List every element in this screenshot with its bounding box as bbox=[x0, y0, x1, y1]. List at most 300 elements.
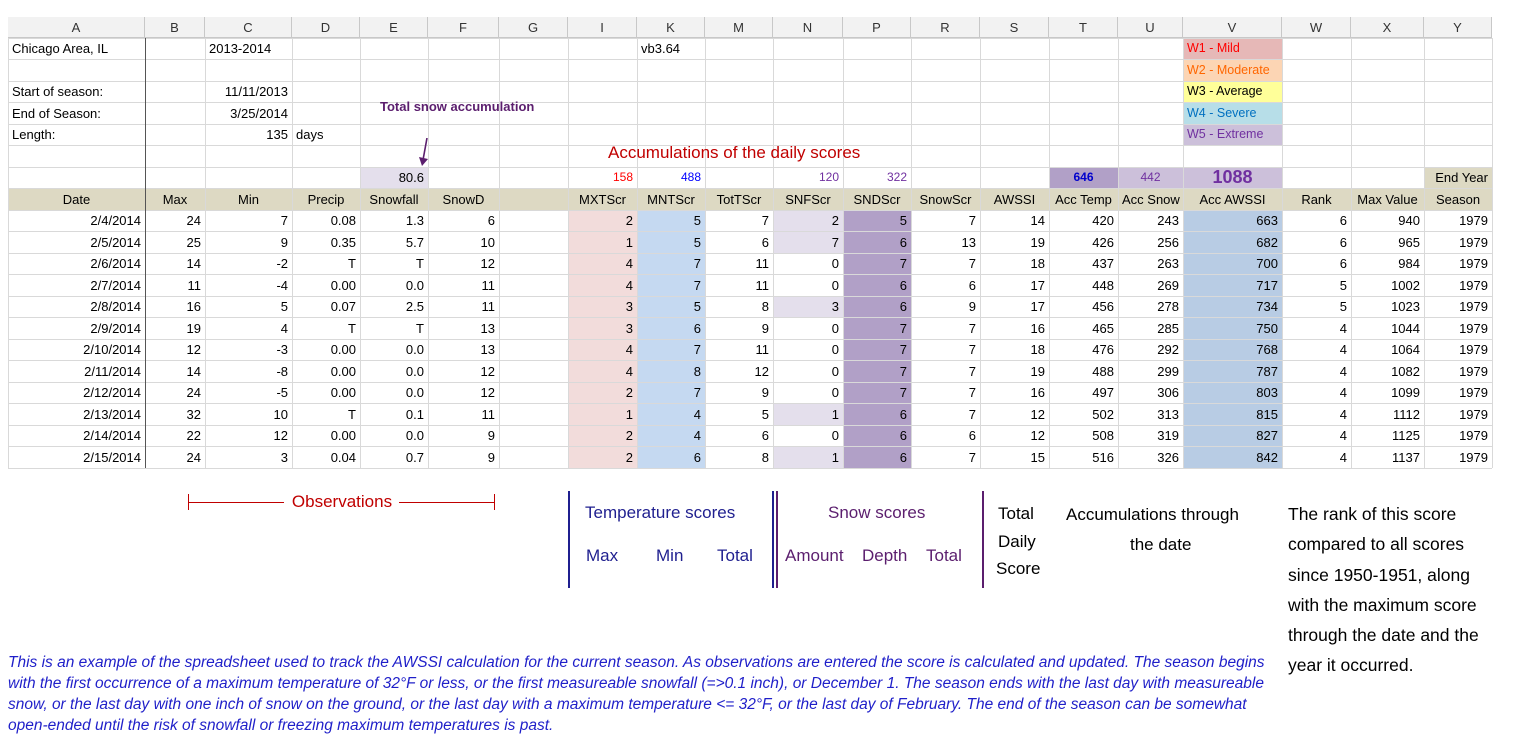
data-cell[interactable]: 22 bbox=[186, 428, 201, 443]
data-cell[interactable]: 3 bbox=[625, 320, 633, 336]
header-max[interactable]: Max bbox=[162, 191, 188, 207]
data-cell[interactable]: 1979 bbox=[1459, 256, 1488, 271]
data-cell[interactable]: 292 bbox=[1157, 342, 1179, 357]
data-cell[interactable]: 508 bbox=[1092, 428, 1114, 443]
data-cell[interactable]: 4 bbox=[625, 342, 633, 357]
data-cell[interactable]: 306 bbox=[1157, 385, 1179, 400]
data-cell[interactable]: 1979 bbox=[1459, 299, 1488, 314]
data-cell[interactable]: 682 bbox=[1256, 234, 1278, 250]
data-cell[interactable]: 4 bbox=[625, 363, 633, 379]
data-cell[interactable]: 8 bbox=[693, 363, 701, 379]
data-cell[interactable]: 1979 bbox=[1459, 213, 1488, 228]
data-cell[interactable]: 5 bbox=[693, 213, 701, 228]
data-cell[interactable]: 9 bbox=[968, 299, 976, 314]
data-cell[interactable]: 1979 bbox=[1459, 320, 1488, 336]
data-cell[interactable]: 0.08 bbox=[330, 213, 356, 228]
data-cell[interactable]: 299 bbox=[1157, 363, 1179, 379]
data-cell[interactable]: 285 bbox=[1157, 320, 1179, 336]
data-cell[interactable]: 9 bbox=[487, 449, 495, 465]
data-cell[interactable]: 2/12/2014 bbox=[83, 385, 141, 400]
snow-scores-title: Snow scores bbox=[828, 503, 926, 522]
data-cell[interactable]: 0.00 bbox=[330, 342, 356, 357]
data-cell[interactable]: 1979 bbox=[1459, 234, 1488, 250]
location-cell[interactable]: Chicago Area, IL bbox=[12, 41, 109, 56]
length-value[interactable]: 135 bbox=[266, 127, 288, 142]
data-cell[interactable]: 12 bbox=[1030, 428, 1045, 443]
data-cell[interactable]: 2 bbox=[831, 213, 839, 228]
acc-temp-total[interactable]: 646 bbox=[1073, 170, 1094, 184]
data-cell[interactable]: 0 bbox=[831, 277, 839, 293]
data-cell[interactable]: 6 bbox=[968, 277, 976, 293]
data-cell[interactable]: 5 bbox=[761, 406, 769, 422]
data-cell[interactable]: 24 bbox=[186, 385, 201, 400]
data-cell[interactable]: 663 bbox=[1256, 213, 1278, 228]
column-letter-w[interactable]: W bbox=[1282, 17, 1351, 38]
data-cell[interactable]: 2/4/2014 bbox=[90, 213, 141, 228]
data-cell[interactable]: 6 bbox=[899, 234, 907, 250]
data-cell[interactable]: 1064 bbox=[1391, 342, 1420, 357]
data-cell[interactable]: 7 bbox=[899, 256, 907, 271]
header-awssi[interactable]: AWSSI bbox=[993, 191, 1036, 207]
header-precip[interactable]: Precip bbox=[307, 191, 345, 207]
season-cell[interactable]: 2013-2014 bbox=[209, 41, 272, 56]
data-cell[interactable]: 11 bbox=[481, 299, 495, 314]
data-cell[interactable]: 750 bbox=[1256, 320, 1278, 336]
data-cell[interactable]: 3 bbox=[280, 449, 288, 465]
data-cell[interactable]: 7 bbox=[899, 363, 907, 379]
total-daily-line1: Total bbox=[998, 504, 1034, 523]
data-cell[interactable]: 6 bbox=[1339, 256, 1347, 271]
header-tottscr[interactable]: TotTScr bbox=[716, 191, 762, 207]
data-cell[interactable]: 18 bbox=[1030, 342, 1045, 357]
legend-label: W2 - Moderate bbox=[1187, 62, 1270, 77]
data-cell[interactable]: 7 bbox=[280, 213, 288, 228]
column-letter-n[interactable]: N bbox=[773, 17, 843, 38]
data-cell[interactable]: 2/13/2014 bbox=[83, 406, 141, 422]
legend-label: W5 - Extreme bbox=[1187, 127, 1264, 141]
column-letter-c[interactable]: C bbox=[205, 17, 292, 38]
data-cell[interactable]: T bbox=[348, 406, 356, 422]
data-cell[interactable]: 319 bbox=[1157, 428, 1179, 443]
mnt-total[interactable]: 488 bbox=[680, 170, 701, 184]
data-cell[interactable]: 313 bbox=[1157, 406, 1179, 422]
data-cell[interactable]: 787 bbox=[1256, 363, 1278, 379]
data-cell[interactable]: 4 bbox=[1339, 363, 1347, 379]
data-cell[interactable]: 1 bbox=[831, 449, 839, 465]
column-letter-x[interactable]: X bbox=[1351, 17, 1424, 38]
data-cell[interactable]: 717 bbox=[1256, 277, 1278, 293]
legend-label: W3 - Average bbox=[1187, 84, 1263, 98]
data-cell[interactable]: 13 bbox=[961, 234, 976, 250]
data-cell[interactable]: 9 bbox=[761, 320, 769, 336]
end-year-label[interactable]: End Year bbox=[1435, 170, 1488, 185]
column-letter-b[interactable]: B bbox=[145, 17, 205, 38]
data-cell[interactable]: 14 bbox=[186, 256, 201, 271]
data-cell[interactable]: 7 bbox=[899, 385, 907, 400]
data-cell[interactable]: 476 bbox=[1092, 342, 1114, 357]
temp-max-label: Max bbox=[586, 546, 619, 565]
data-cell[interactable]: 0 bbox=[831, 320, 839, 336]
header-sndscr[interactable]: SNDScr bbox=[853, 191, 901, 207]
data-cell[interactable]: 7 bbox=[693, 385, 701, 400]
data-cell[interactable]: 14 bbox=[186, 363, 201, 379]
data-cell[interactable]: 1979 bbox=[1459, 428, 1488, 443]
data-cell[interactable]: 13 bbox=[480, 342, 495, 357]
data-cell[interactable]: 24 bbox=[186, 449, 201, 465]
column-letter-a[interactable]: A bbox=[8, 17, 145, 38]
snf-total[interactable]: 120 bbox=[818, 170, 839, 184]
data-cell[interactable]: 11 bbox=[755, 342, 769, 357]
data-cell[interactable]: 12 bbox=[754, 363, 769, 379]
rank-text-4: with the maximum score bbox=[1288, 595, 1477, 615]
data-cell[interactable]: -2 bbox=[276, 256, 288, 271]
data-cell[interactable]: 1002 bbox=[1391, 277, 1420, 293]
data-cell[interactable]: 4 bbox=[280, 320, 288, 336]
snow-total-label: Total bbox=[926, 546, 962, 565]
data-cell[interactable]: 7 bbox=[968, 213, 976, 228]
data-cell[interactable]: 15 bbox=[1030, 449, 1045, 465]
snow-amount-label: Amount bbox=[785, 546, 844, 565]
data-cell[interactable]: 6 bbox=[899, 406, 907, 422]
data-cell[interactable]: 12 bbox=[273, 428, 288, 443]
data-cell[interactable]: 6 bbox=[1339, 234, 1347, 250]
data-cell[interactable]: 6 bbox=[693, 320, 701, 336]
data-cell[interactable]: 6 bbox=[899, 449, 907, 465]
data-cell[interactable]: 11 bbox=[755, 277, 769, 293]
data-cell[interactable]: 243 bbox=[1157, 213, 1179, 228]
data-cell[interactable]: 0.0 bbox=[405, 277, 424, 293]
data-cell[interactable]: 5 bbox=[899, 213, 907, 228]
data-cell[interactable]: 9 bbox=[487, 428, 495, 443]
data-cell[interactable]: 6 bbox=[1339, 213, 1347, 228]
data-cell[interactable]: 1 bbox=[831, 406, 839, 422]
data-cell[interactable]: 1137 bbox=[1392, 449, 1420, 465]
data-cell[interactable]: -8 bbox=[276, 363, 288, 379]
snowfall-total[interactable]: 80.6 bbox=[398, 170, 424, 185]
data-cell[interactable]: T bbox=[416, 256, 424, 271]
data-cell[interactable]: 326 bbox=[1157, 449, 1179, 465]
data-cell[interactable]: 11 bbox=[481, 406, 495, 422]
data-cell[interactable]: 497 bbox=[1092, 385, 1114, 400]
data-cell[interactable]: 0.00 bbox=[330, 277, 356, 293]
data-cell[interactable]: 2/8/2014 bbox=[90, 299, 141, 314]
data-cell[interactable]: 0.07 bbox=[330, 299, 356, 314]
data-cell[interactable]: 16 bbox=[186, 299, 201, 314]
data-cell[interactable]: 7 bbox=[968, 385, 976, 400]
data-cell[interactable]: T bbox=[348, 256, 356, 271]
data-cell[interactable]: 17 bbox=[1030, 277, 1045, 293]
data-cell[interactable]: 11 bbox=[481, 277, 495, 293]
column-letter-u[interactable]: U bbox=[1118, 17, 1183, 38]
data-cell[interactable]: 12 bbox=[480, 385, 495, 400]
column-letter-r[interactable]: R bbox=[911, 17, 980, 38]
acc-snow-total[interactable]: 442 bbox=[1140, 170, 1161, 184]
data-cell[interactable]: 17 bbox=[1030, 299, 1045, 314]
acc-awssi-total[interactable]: 1088 bbox=[1212, 167, 1253, 187]
data-cell[interactable]: 11 bbox=[755, 256, 769, 271]
data-cell[interactable]: 5 bbox=[280, 299, 288, 314]
data-cell[interactable]: 4 bbox=[1339, 406, 1347, 422]
data-cell[interactable]: 11 bbox=[187, 277, 201, 293]
spreadsheet[interactable] bbox=[8, 17, 1494, 477]
data-cell[interactable]: 803 bbox=[1256, 385, 1278, 400]
data-cell[interactable]: 0.00 bbox=[330, 363, 356, 379]
data-cell[interactable]: 2/11/2014 bbox=[84, 363, 141, 379]
data-cell[interactable]: 7 bbox=[831, 234, 839, 250]
start-value[interactable]: 11/11/2013 bbox=[224, 84, 288, 99]
header-snowscr[interactable]: SnowScr bbox=[919, 191, 972, 207]
data-cell[interactable]: 7 bbox=[761, 213, 769, 228]
data-cell[interactable]: 7 bbox=[899, 320, 907, 336]
snd-total[interactable]: 322 bbox=[886, 170, 907, 184]
data-cell[interactable]: 4 bbox=[1339, 385, 1347, 400]
header-min[interactable]: Min bbox=[238, 191, 259, 207]
data-cell[interactable]: 0 bbox=[831, 342, 839, 357]
data-cell[interactable]: 1979 bbox=[1459, 449, 1488, 465]
data-cell[interactable]: 278 bbox=[1157, 299, 1179, 314]
mxt-total[interactable]: 158 bbox=[612, 170, 633, 184]
data-cell[interactable]: 1 bbox=[625, 406, 633, 422]
data-cell[interactable]: 32 bbox=[186, 406, 201, 422]
data-cell[interactable]: 465 bbox=[1092, 320, 1114, 336]
data-cell[interactable]: 1 bbox=[625, 234, 633, 250]
data-cell[interactable]: 7 bbox=[693, 277, 701, 293]
data-cell[interactable]: 269 bbox=[1157, 277, 1179, 293]
data-cell[interactable]: 1099 bbox=[1391, 385, 1420, 400]
header-max-value[interactable]: Max Value bbox=[1357, 191, 1418, 207]
data-cell[interactable]: 1979 bbox=[1459, 385, 1488, 400]
data-cell[interactable]: T bbox=[348, 320, 356, 336]
data-cell[interactable]: 12 bbox=[186, 342, 201, 357]
data-cell[interactable]: 2/15/2014 bbox=[83, 449, 141, 465]
data-cell[interactable]: 3 bbox=[831, 299, 839, 314]
data-cell[interactable]: 4 bbox=[693, 406, 701, 422]
data-cell[interactable]: 10 bbox=[273, 406, 288, 422]
header-season[interactable]: Season bbox=[1435, 191, 1481, 207]
data-cell[interactable]: 1979 bbox=[1459, 342, 1488, 357]
data-cell[interactable]: 2 bbox=[625, 385, 633, 400]
length-label[interactable]: Length: bbox=[12, 127, 56, 142]
data-cell[interactable]: 1.3 bbox=[405, 213, 424, 228]
data-cell[interactable]: 426 bbox=[1092, 234, 1114, 250]
data-cell[interactable]: 7 bbox=[968, 256, 976, 271]
data-cell[interactable]: 3 bbox=[625, 299, 633, 314]
data-cell[interactable]: 5 bbox=[693, 234, 701, 250]
header-mxtscr[interactable]: MXTScr bbox=[579, 191, 626, 207]
data-cell[interactable]: 2/10/2014 bbox=[83, 342, 141, 357]
data-cell[interactable]: 2.5 bbox=[405, 299, 424, 314]
data-cell[interactable]: 2/6/2014 bbox=[90, 256, 141, 271]
data-cell[interactable]: 13 bbox=[480, 320, 495, 336]
data-cell[interactable]: 5 bbox=[1339, 299, 1347, 314]
data-cell[interactable]: 12 bbox=[480, 363, 495, 379]
data-cell[interactable]: 940 bbox=[1398, 213, 1420, 228]
data-cell[interactable]: 6 bbox=[899, 299, 907, 314]
data-cell[interactable]: 456 bbox=[1092, 299, 1114, 314]
data-cell[interactable]: 19 bbox=[1030, 363, 1045, 379]
data-cell[interactable]: 1023 bbox=[1391, 299, 1420, 314]
data-cell[interactable]: 0.1 bbox=[405, 406, 424, 422]
data-cell[interactable]: 19 bbox=[186, 320, 201, 336]
header-snowfall[interactable]: Snowfall bbox=[369, 191, 419, 207]
data-cell[interactable]: 16 bbox=[1030, 320, 1045, 336]
data-cell[interactable]: 12 bbox=[1030, 406, 1045, 422]
end-label[interactable]: End of Season: bbox=[12, 105, 101, 121]
data-cell[interactable]: 0 bbox=[831, 385, 839, 400]
data-cell[interactable]: 18 bbox=[1030, 256, 1045, 271]
header-acc-snow[interactable]: Acc Snow bbox=[1122, 191, 1180, 207]
column-letter-p[interactable]: P bbox=[843, 17, 911, 38]
data-cell[interactable]: 7 bbox=[968, 342, 976, 357]
column-letter-f[interactable]: F bbox=[428, 17, 499, 38]
data-cell[interactable]: 4 bbox=[1339, 449, 1347, 465]
data-cell[interactable]: 516 bbox=[1092, 449, 1114, 465]
data-cell[interactable]: 984 bbox=[1398, 256, 1420, 271]
data-cell[interactable]: 0 bbox=[831, 256, 839, 271]
data-cell[interactable]: 7 bbox=[968, 363, 976, 379]
data-cell[interactable]: 1979 bbox=[1459, 406, 1488, 422]
data-cell[interactable]: 6 bbox=[761, 428, 769, 443]
data-cell[interactable]: 256 bbox=[1157, 234, 1179, 250]
data-cell[interactable]: 842 bbox=[1256, 449, 1278, 465]
data-cell[interactable]: 420 bbox=[1092, 213, 1114, 228]
data-cell[interactable]: 1112 bbox=[1393, 406, 1420, 422]
column-letter-i[interactable]: I bbox=[568, 17, 637, 38]
data-cell[interactable]: 0.0 bbox=[405, 385, 424, 400]
data-cell[interactable]: 4 bbox=[1339, 342, 1347, 357]
data-cell[interactable]: 4 bbox=[1339, 320, 1347, 336]
data-cell[interactable]: 0.0 bbox=[405, 342, 424, 357]
data-cell[interactable]: 9 bbox=[761, 385, 769, 400]
data-cell[interactable]: 12 bbox=[480, 256, 495, 271]
data-cell[interactable]: 6 bbox=[968, 428, 976, 443]
data-cell[interactable]: 0 bbox=[831, 363, 839, 379]
header-acc-awssi[interactable]: Acc AWSSI bbox=[1199, 191, 1266, 207]
data-cell[interactable]: T bbox=[416, 320, 424, 336]
data-cell[interactable]: -5 bbox=[276, 385, 288, 400]
column-letter-k[interactable]: K bbox=[637, 17, 705, 38]
data-cell[interactable]: 6 bbox=[487, 213, 495, 228]
header-mntscr[interactable]: MNTScr bbox=[647, 191, 695, 207]
data-cell[interactable]: 4 bbox=[625, 256, 633, 271]
data-cell[interactable]: 502 bbox=[1092, 406, 1114, 422]
data-cell[interactable]: 2/9/2014 bbox=[90, 320, 141, 336]
data-cell[interactable]: 7 bbox=[899, 342, 907, 357]
data-cell[interactable]: 2/5/2014 bbox=[90, 234, 141, 250]
data-cell[interactable]: 488 bbox=[1092, 363, 1114, 379]
data-cell[interactable]: -4 bbox=[276, 277, 288, 293]
column-letter-v[interactable]: V bbox=[1183, 17, 1282, 38]
data-cell[interactable]: 0 bbox=[831, 428, 839, 443]
data-cell[interactable]: 437 bbox=[1092, 256, 1114, 271]
data-cell[interactable]: 263 bbox=[1157, 256, 1179, 271]
data-cell[interactable]: 9 bbox=[280, 234, 288, 250]
column-letter-y[interactable]: Y bbox=[1424, 17, 1492, 38]
header-date[interactable]: Date bbox=[62, 191, 91, 207]
data-cell[interactable]: 1044 bbox=[1391, 320, 1420, 336]
data-cell[interactable]: 768 bbox=[1256, 342, 1278, 357]
data-cell[interactable]: 448 bbox=[1092, 277, 1114, 293]
data-cell[interactable]: 8 bbox=[761, 449, 769, 465]
data-cell[interactable]: 827 bbox=[1256, 428, 1278, 443]
length-unit[interactable]: days bbox=[296, 127, 324, 142]
data-cell[interactable]: 2/14/2014 bbox=[83, 428, 141, 443]
data-cell[interactable]: 10 bbox=[480, 234, 495, 250]
data-cell[interactable]: 0.04 bbox=[330, 449, 356, 465]
data-cell[interactable]: 0.7 bbox=[405, 449, 424, 465]
data-cell[interactable]: 7 bbox=[693, 342, 701, 357]
data-cell[interactable]: 4 bbox=[693, 428, 701, 443]
data-cell[interactable]: 965 bbox=[1398, 234, 1420, 250]
data-cell[interactable]: 7 bbox=[693, 256, 701, 271]
gridline-v bbox=[1492, 38, 1493, 468]
data-cell[interactable]: 815 bbox=[1256, 406, 1278, 422]
data-cell[interactable]: -3 bbox=[276, 342, 288, 357]
data-cell[interactable]: 1979 bbox=[1459, 363, 1488, 379]
data-cell[interactable]: 6 bbox=[693, 449, 701, 465]
data-cell[interactable]: 1125 bbox=[1392, 428, 1420, 443]
column-letter-d[interactable]: D bbox=[292, 17, 360, 38]
data-cell[interactable]: 16 bbox=[1030, 385, 1045, 400]
data-cell[interactable]: 7 bbox=[968, 320, 976, 336]
data-cell[interactable]: 2 bbox=[625, 213, 633, 228]
data-cell[interactable]: 0.00 bbox=[330, 428, 356, 443]
data-cell[interactable]: 5 bbox=[693, 299, 701, 314]
data-cell[interactable]: 24 bbox=[186, 213, 201, 228]
data-cell[interactable]: 25 bbox=[186, 234, 201, 250]
data-cell[interactable]: 2 bbox=[625, 428, 633, 443]
data-cell[interactable]: 6 bbox=[899, 428, 907, 443]
end-value[interactable]: 3/25/2014 bbox=[230, 105, 288, 121]
column-letter-e[interactable]: E bbox=[360, 17, 428, 38]
start-label[interactable]: Start of season: bbox=[12, 84, 104, 99]
data-cell[interactable]: 5.7 bbox=[405, 234, 424, 250]
data-cell[interactable]: 5 bbox=[1339, 277, 1347, 293]
data-cell[interactable]: 6 bbox=[761, 234, 769, 250]
data-cell[interactable]: 8 bbox=[761, 299, 769, 314]
data-cell[interactable]: 1082 bbox=[1391, 363, 1420, 379]
column-letter-g[interactable]: G bbox=[499, 17, 568, 38]
accumulations-daily-annotation: Accumulations of the daily scores bbox=[608, 143, 861, 162]
data-cell[interactable]: 6 bbox=[899, 277, 907, 293]
data-cell[interactable]: 0.00 bbox=[330, 385, 356, 400]
version-cell[interactable]: vb3.64 bbox=[641, 41, 681, 56]
data-cell[interactable]: 4 bbox=[1339, 428, 1347, 443]
data-cell[interactable]: 2 bbox=[625, 449, 633, 465]
data-cell[interactable]: 0.35 bbox=[330, 234, 356, 250]
data-cell[interactable]: 734 bbox=[1256, 299, 1278, 314]
column-letter-s[interactable]: S bbox=[980, 17, 1049, 38]
data-cell[interactable]: 2/7/2014 bbox=[90, 277, 141, 293]
data-cell[interactable]: 0.0 bbox=[405, 363, 424, 379]
temp-min-label: Min bbox=[656, 546, 684, 565]
data-cell[interactable]: 7 bbox=[968, 449, 976, 465]
data-cell[interactable]: 700 bbox=[1256, 256, 1278, 271]
rank-text-6: year it occurred. bbox=[1288, 655, 1414, 675]
column-letter-t[interactable]: T bbox=[1049, 17, 1118, 38]
data-cell[interactable]: 14 bbox=[1030, 213, 1045, 228]
data-cell[interactable]: 1979 bbox=[1459, 277, 1488, 293]
column-letter-m[interactable]: M bbox=[705, 17, 773, 38]
header-snowd[interactable]: SnowD bbox=[442, 191, 485, 207]
data-cell[interactable]: 4 bbox=[625, 277, 633, 293]
data-cell[interactable]: 19 bbox=[1030, 234, 1045, 250]
header-snfscr[interactable]: SNFScr bbox=[785, 191, 831, 207]
header-acc-temp[interactable]: Acc Temp bbox=[1055, 191, 1112, 207]
data-cell[interactable]: 0.0 bbox=[405, 428, 424, 443]
data-cell[interactable]: 7 bbox=[968, 406, 976, 422]
header-rank[interactable]: Rank bbox=[1301, 191, 1332, 207]
